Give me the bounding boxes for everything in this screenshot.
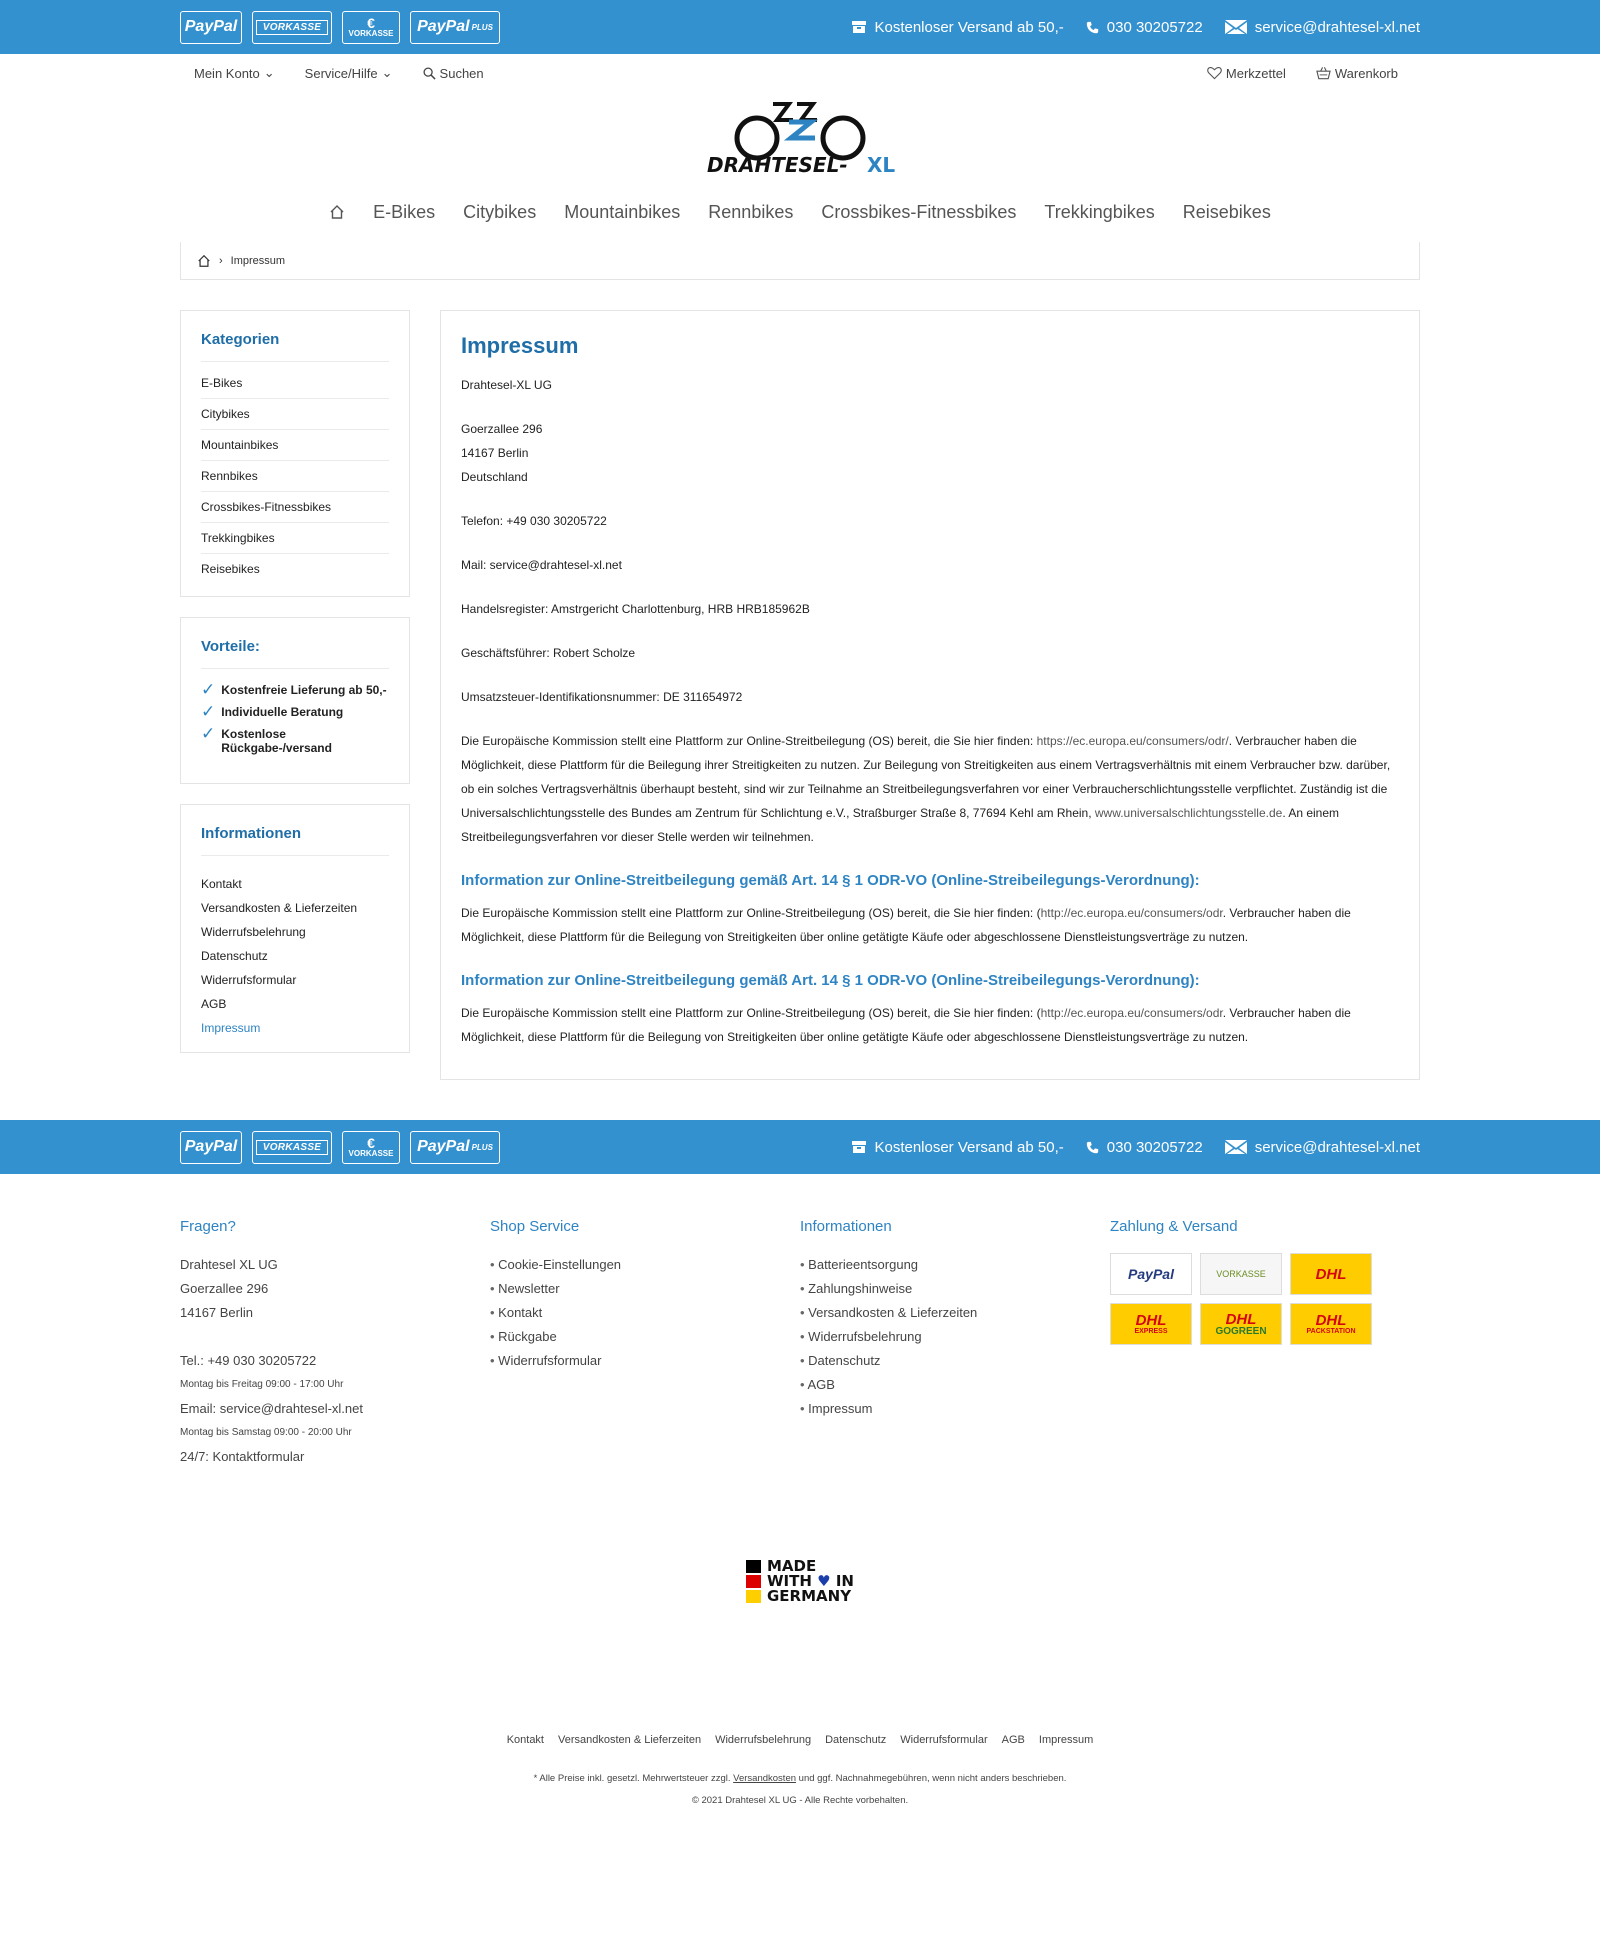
- sidebar-item-trekkingbikes[interactable]: Trekkingbikes: [201, 523, 389, 554]
- chevron-down-icon: ⌄: [263, 65, 275, 80]
- footer-email[interactable]: Email: service@drahtesel-xl.net: [180, 1401, 363, 1416]
- dhl-label: DHL: [1315, 1265, 1347, 1283]
- top-navigation: [0, 54, 1600, 92]
- vorkasse-badge: [252, 11, 332, 44]
- paypal-plus-suffix: PLUS: [471, 22, 493, 32]
- made-line-2b: IN: [835, 1572, 854, 1590]
- categories-title: Kategorien: [201, 331, 389, 362]
- legal-text: * Alle Preise inkl. gesetzl. Mehrwertsteuer zzgl.: [533, 1773, 734, 1784]
- bottom-link-impressum[interactable]: Impressum: [1038, 1734, 1094, 1746]
- phone-text: 030 30205722: [1106, 18, 1203, 36]
- footer-link-agb[interactable]: • AGB: [800, 1373, 1110, 1397]
- search-label: Suchen: [439, 65, 484, 81]
- footer-columns: [180, 1218, 1420, 1469]
- service-label: Service/Hilfe: [304, 65, 378, 81]
- odr-link[interactable]: http://ec.europa.eu/consumers/odr: [1040, 1006, 1223, 1020]
- basket-icon: [1316, 66, 1331, 80]
- sidebar-info-widerrufsbelehrung[interactable]: Widerrufsbelehrung: [201, 925, 306, 939]
- email-info[interactable]: [1225, 19, 1420, 36]
- email-text: service@drahtesel-xl.net: [1254, 18, 1420, 36]
- impressum-content: [440, 310, 1420, 1080]
- heart-icon: ♥: [817, 1572, 831, 1590]
- made-line-3: GERMANY: [767, 1587, 852, 1605]
- odr-paragraph: [461, 1001, 1399, 1049]
- os-text: . An einem Streitbeilegungsverfahren vor dieser Stelle werden wir teilnehmen.: [461, 806, 1340, 844]
- dhl-pack-sub: PACKSTATION: [1306, 1328, 1356, 1335]
- company-name: Drahtesel-XL UG: [461, 378, 552, 392]
- information-box: [180, 804, 410, 1053]
- phone-icon: [1086, 1141, 1099, 1154]
- shipping-text: Kostenloser Versand ab 50,-: [874, 18, 1064, 36]
- payment-badges: [180, 1131, 500, 1164]
- sidebar-info-impressum[interactable]: Impressum: [201, 1021, 261, 1035]
- ceo-line: Geschäftsführer: Robert Scholze: [461, 646, 636, 660]
- logo[interactable]: [0, 92, 1600, 182]
- benefit-item: [201, 702, 389, 721]
- main-nav-item-trekkingbikes[interactable]: Trekkingbikes: [1044, 201, 1155, 222]
- footer-link-widerrufsformular[interactable]: • Widerrufsformular: [490, 1349, 800, 1373]
- my-account-menu[interactable]: [194, 65, 275, 81]
- shipping-info: [852, 1139, 1063, 1156]
- register-line: Handelsregister: Amstrgericht Charlottenburg, HRB HRB185962B: [461, 602, 810, 616]
- drahtesel-logo-icon: [685, 92, 915, 182]
- dhl-packstation-logo: [1290, 1303, 1372, 1345]
- phone-info[interactable]: [1086, 1139, 1203, 1156]
- dhl-pack-label: DHL: [1315, 1312, 1347, 1329]
- vat-line: Umsatzsteuer-Identifikationsnummer: DE 311654972: [461, 690, 743, 704]
- os-text: . Verbraucher haben die Möglichkeit, diese Plattform für die Beilegung ihrer Streitigkeiten zu nutzen. Zur Beilegung von Streitigkeiten aus einem Vertragsverhältnis mit einem Verbraucher bzw. darüber, ob ein solches Vertragsverhältnis überhaupt besteht, sind wir zur Teilnahme an Streitbeilegungsverfahren vor einer Verbraucherschlichtungsstelle verpflichtet. Zuständig ist die Universalschlichtungsstelle des Bundes am Zentrum für Schlichtung e.V., Straßburger Straße 8, 77694 Kehl am Rhein,: [461, 734, 1391, 820]
- sidebar-item-reisebikes[interactable]: Reisebikes: [201, 562, 260, 576]
- main-nav-item-crossbikes[interactable]: Crossbikes-Fitnessbikes: [821, 201, 1017, 222]
- vorkasse-badge-label: VORKASSE: [256, 20, 329, 35]
- footer-shop-service: [490, 1218, 800, 1469]
- footer-questions-title: Fragen?: [180, 1218, 236, 1235]
- payment-badges: [180, 11, 500, 44]
- cart-button[interactable]: [1316, 66, 1398, 81]
- home-icon[interactable]: [329, 204, 345, 220]
- odr-heading: Information zur Online-Streitbeilegung gemäß Art. 14 § 1 ODR-VO (Online-Streibeilegungs-Verordnung):: [461, 872, 1200, 889]
- made-line-2a: WITH: [767, 1572, 812, 1590]
- footer-contact-form-link[interactable]: 24/7: Kontaktformular: [180, 1449, 305, 1464]
- sidebar-info-widerrufsformular[interactable]: Widerrufsformular: [201, 973, 297, 987]
- wishlist-label: Merkzettel: [1225, 65, 1286, 81]
- paypal-plus-badge: [410, 11, 500, 44]
- euro-vorkasse-label: VORKASSE: [348, 1149, 394, 1158]
- mail-line: Mail: service@drahtesel-xl.net: [461, 558, 622, 572]
- envelope-icon: [1225, 1140, 1247, 1154]
- main-nav-item-e-bikes[interactable]: E-Bikes: [373, 201, 436, 222]
- dhl-gogreen-label: DHL: [1225, 1310, 1257, 1328]
- cart-label: Warenkorb: [1334, 65, 1398, 81]
- home-icon[interactable]: [197, 254, 211, 268]
- footer-link-datenschutz[interactable]: • Datenschutz: [800, 1349, 1110, 1373]
- footer-link-widerrufsbelehrung[interactable]: • Widerrufsbelehrung: [800, 1325, 1110, 1349]
- footer-service-bar: [0, 1120, 1600, 1174]
- address-city: 14167 Berlin: [461, 446, 529, 460]
- euro-vorkasse-badge: [342, 1131, 400, 1164]
- top-service-bar: [0, 0, 1600, 54]
- os-paragraph: [461, 729, 1399, 849]
- paypal-plus-label: PayPal: [417, 1138, 470, 1155]
- contact-line: [852, 19, 1420, 36]
- benefits-box: [180, 617, 410, 784]
- sidebar-info-agb[interactable]: AGB: [201, 997, 227, 1011]
- email-info[interactable]: [1225, 1139, 1420, 1156]
- odr-text: Die Europäische Kommission stellt eine Plattform zur Online-Streitbeilegung (OS) bereit, die Sie hier finden: (: [461, 906, 1041, 920]
- logo-text: DRAHTESEL-: [707, 153, 848, 177]
- benefits-title: Vorteile:: [201, 638, 389, 669]
- service-menu[interactable]: [305, 65, 393, 81]
- sidebar-item-mountainbikes[interactable]: Mountainbikes: [201, 430, 389, 461]
- dhl-express-sub: EXPRESS: [1134, 1328, 1168, 1335]
- footer-city: 14167 Berlin: [180, 1305, 253, 1320]
- chevron-down-icon: ⌄: [381, 65, 393, 80]
- logo-suffix: XL: [867, 153, 896, 177]
- benefit-text: Kostenlose Rückgabe-/versand: [221, 727, 332, 755]
- footer-link-versandkosten[interactable]: • Versandkosten & Lieferzeiten: [800, 1301, 1110, 1325]
- footer-phone-hours: Montag bis Freitag 09:00 - 17:00 Uhr: [180, 1379, 344, 1390]
- page-title: Impressum: [461, 333, 579, 358]
- made-in-germany-badge: [180, 1559, 1420, 1604]
- address-country: Deutschland: [461, 470, 528, 484]
- breadcrumb: [180, 242, 1420, 280]
- contact-line: [852, 1139, 1420, 1156]
- sidebar-info-versandkosten[interactable]: Versandkosten & Lieferzeiten: [201, 901, 358, 915]
- german-flag-icon: [746, 1560, 761, 1603]
- heart-icon: [1207, 66, 1222, 80]
- dhl-gogreen-logo: [1200, 1303, 1282, 1345]
- search-icon: [423, 67, 436, 80]
- footer-information: [800, 1218, 1110, 1469]
- box-icon: [852, 20, 866, 34]
- main-nav-item-rennbikes[interactable]: Rennbikes: [708, 201, 794, 222]
- phone-text: 030 30205722: [1106, 1138, 1203, 1156]
- legal-text: und ggf. Nachnahmegebühren, wenn nicht anders beschrieben.: [796, 1773, 1067, 1784]
- phone-icon: [1086, 21, 1099, 34]
- footer-link-cookie[interactable]: • Cookie-Einstellungen: [490, 1253, 800, 1277]
- vorkasse-badge: [252, 1131, 332, 1164]
- footer-questions: [180, 1218, 490, 1469]
- footer-shop-service-title: Shop Service: [490, 1218, 580, 1235]
- odr-link[interactable]: https://ec.europa.eu/consumers/odr/: [1036, 734, 1229, 748]
- sidebar-info-kontakt[interactable]: Kontakt: [201, 877, 242, 891]
- breadcrumb-current[interactable]: Impressum: [230, 254, 286, 267]
- footer-payship-title: Zahlung & Versand: [1110, 1218, 1238, 1235]
- main-navigation: [0, 182, 1600, 242]
- footer-company: Drahtesel XL UG: [180, 1257, 278, 1272]
- odr-paragraph: [461, 901, 1399, 949]
- bottom-link-agb[interactable]: AGB: [1001, 1734, 1025, 1746]
- footer-link-zahlung[interactable]: • Zahlungshinweise: [800, 1277, 1110, 1301]
- copyright: © 2021 Drahtesel XL UG - Alle Rechte vorbehalten.: [691, 1795, 909, 1806]
- address-street: Goerzallee 296: [461, 422, 543, 436]
- sidebar-item-crossbikes[interactable]: Crossbikes-Fitnessbikes: [201, 492, 389, 523]
- paypal-plus-badge: [410, 1131, 500, 1164]
- sidebar-item-rennbikes[interactable]: Rennbikes: [201, 461, 389, 492]
- search-button[interactable]: [423, 66, 484, 81]
- shipping-info: [852, 19, 1063, 36]
- shipping-text: Kostenloser Versand ab 50,-: [874, 1138, 1064, 1156]
- footer-payment-shipping: [1110, 1218, 1420, 1469]
- universalschlichtung-link[interactable]: www.universalschlichtungsstelle.de: [1094, 806, 1283, 820]
- categories-box: [180, 310, 410, 597]
- paypal-plus-label: PayPal: [417, 18, 470, 35]
- footer-link-kontakt[interactable]: • Kontakt: [490, 1301, 800, 1325]
- checkmark-icon: ✓: [201, 702, 216, 721]
- footer-phone[interactable]: Tel.: +49 030 30205722: [180, 1353, 317, 1368]
- main-nav-item-reisebikes[interactable]: Reisebikes: [1182, 201, 1271, 222]
- benefit-item: [201, 680, 389, 699]
- email-text: service@drahtesel-xl.net: [1254, 1138, 1420, 1156]
- paypal-badge: PayPal: [180, 11, 242, 44]
- odr-link[interactable]: http://ec.europa.eu/consumers/odr: [1040, 906, 1223, 920]
- footer-street: Goerzallee 296: [180, 1281, 269, 1296]
- address: [461, 417, 1399, 489]
- footer-link-impressum[interactable]: • Impressum: [800, 1397, 1110, 1421]
- euro-vorkasse-badge: [342, 11, 400, 44]
- paypal-logo: PayPal: [1110, 1253, 1192, 1295]
- footer-information-title: Informationen: [800, 1218, 892, 1235]
- phone-line: Telefon: +49 030 30205722: [461, 514, 607, 528]
- dhl-logo: [1290, 1253, 1372, 1295]
- bottom-link-kontakt[interactable]: Kontakt: [506, 1734, 544, 1746]
- footer-link-batterie[interactable]: • Batterieentsorgung: [800, 1253, 1110, 1277]
- dhl-gogreen-sub: GOGREEN: [1215, 1325, 1267, 1337]
- bottom-link-versandkosten[interactable]: Versandkosten & Lieferzeiten: [558, 1734, 702, 1746]
- benefit-text: Kostenfreie Lieferung ab 50,-: [221, 683, 387, 697]
- euro-vorkasse-label: VORKASSE: [348, 29, 394, 38]
- footer-email-hours: Montag bis Samstag 09:00 - 20:00 Uhr: [180, 1427, 352, 1438]
- main-nav-item-mountainbikes[interactable]: Mountainbikes: [564, 201, 681, 222]
- os-text: Die Europäische Kommission stellt eine Plattform zur Online-Streitbeilegung (OS) bereit, die Sie hier finden:: [461, 734, 1037, 748]
- legal-notice: [180, 1768, 1420, 1812]
- bottom-link-widerrufsbelehrung[interactable]: Widerrufsbelehrung: [715, 1734, 812, 1746]
- checkmark-icon: ✓: [201, 724, 216, 743]
- my-account-label: Mein Konto: [194, 65, 260, 81]
- dhl-express-logo: [1110, 1303, 1192, 1345]
- phone-info[interactable]: [1086, 19, 1203, 36]
- wishlist-button[interactable]: [1207, 66, 1286, 81]
- vorkasse-logo: VORKASSE: [1200, 1253, 1282, 1295]
- envelope-icon: [1225, 20, 1247, 34]
- footer-link-rueckgabe[interactable]: • Rückgabe: [490, 1325, 800, 1349]
- bottom-link-datenschutz[interactable]: Datenschutz: [825, 1734, 887, 1746]
- main-nav-item-citybikes[interactable]: Citybikes: [463, 201, 537, 222]
- information-title: Informationen: [201, 825, 389, 856]
- box-icon: [852, 1140, 866, 1154]
- odr-text: Die Europäische Kommission stellt eine Plattform zur Online-Streitbeilegung (OS) bereit, die Sie hier finden: (: [461, 1006, 1041, 1020]
- checkmark-icon: ✓: [201, 680, 216, 699]
- sidebar-item-citybikes[interactable]: Citybikes: [201, 399, 389, 430]
- sidebar-info-datenschutz[interactable]: Datenschutz: [201, 949, 268, 963]
- bottom-link-widerrufsformular[interactable]: Widerrufsformular: [900, 1734, 988, 1746]
- odr-heading: Information zur Online-Streitbeilegung gemäß Art. 14 § 1 ODR-VO (Online-Streibeilegungs-Verordnung):: [461, 972, 1200, 989]
- odr-text: . Verbraucher haben die Möglichkeit, diese Plattform für die Beilegung von Streitigkeiten über online getätigte Käufe oder abgeschlossene Dienstleistungsverträge zu nutzen.: [461, 1006, 1351, 1044]
- sidebar: [180, 310, 410, 1073]
- footer-link-newsletter[interactable]: • Newsletter: [490, 1277, 800, 1301]
- made-line-1: MADE: [767, 1557, 817, 1575]
- footer-spacer: [180, 1325, 490, 1349]
- odr-text: . Verbraucher haben die Möglichkeit, diese Plattform für die Beilegung von Streitigkeiten über online getätigte Käufe oder abgeschlossene Dienstleistungsverträge zu nutzen.: [461, 906, 1351, 944]
- legal-shipping-link[interactable]: Versandkosten: [733, 1773, 797, 1784]
- dhl-express-label: DHL: [1135, 1312, 1167, 1329]
- vorkasse-badge-label: VORKASSE: [256, 1140, 329, 1155]
- euro-icon: €: [367, 1135, 375, 1151]
- sidebar-item-e-bikes[interactable]: E-Bikes: [201, 368, 389, 399]
- footer-bottom-links: [180, 1734, 1420, 1746]
- paypal-badge: PayPal: [180, 1131, 242, 1164]
- paypal-plus-suffix: PLUS: [471, 1142, 493, 1152]
- chevron-right-icon: ›: [219, 254, 223, 267]
- benefit-text: Individuelle Beratung: [221, 705, 344, 719]
- euro-icon: €: [367, 15, 375, 31]
- benefit-item: [201, 724, 389, 755]
